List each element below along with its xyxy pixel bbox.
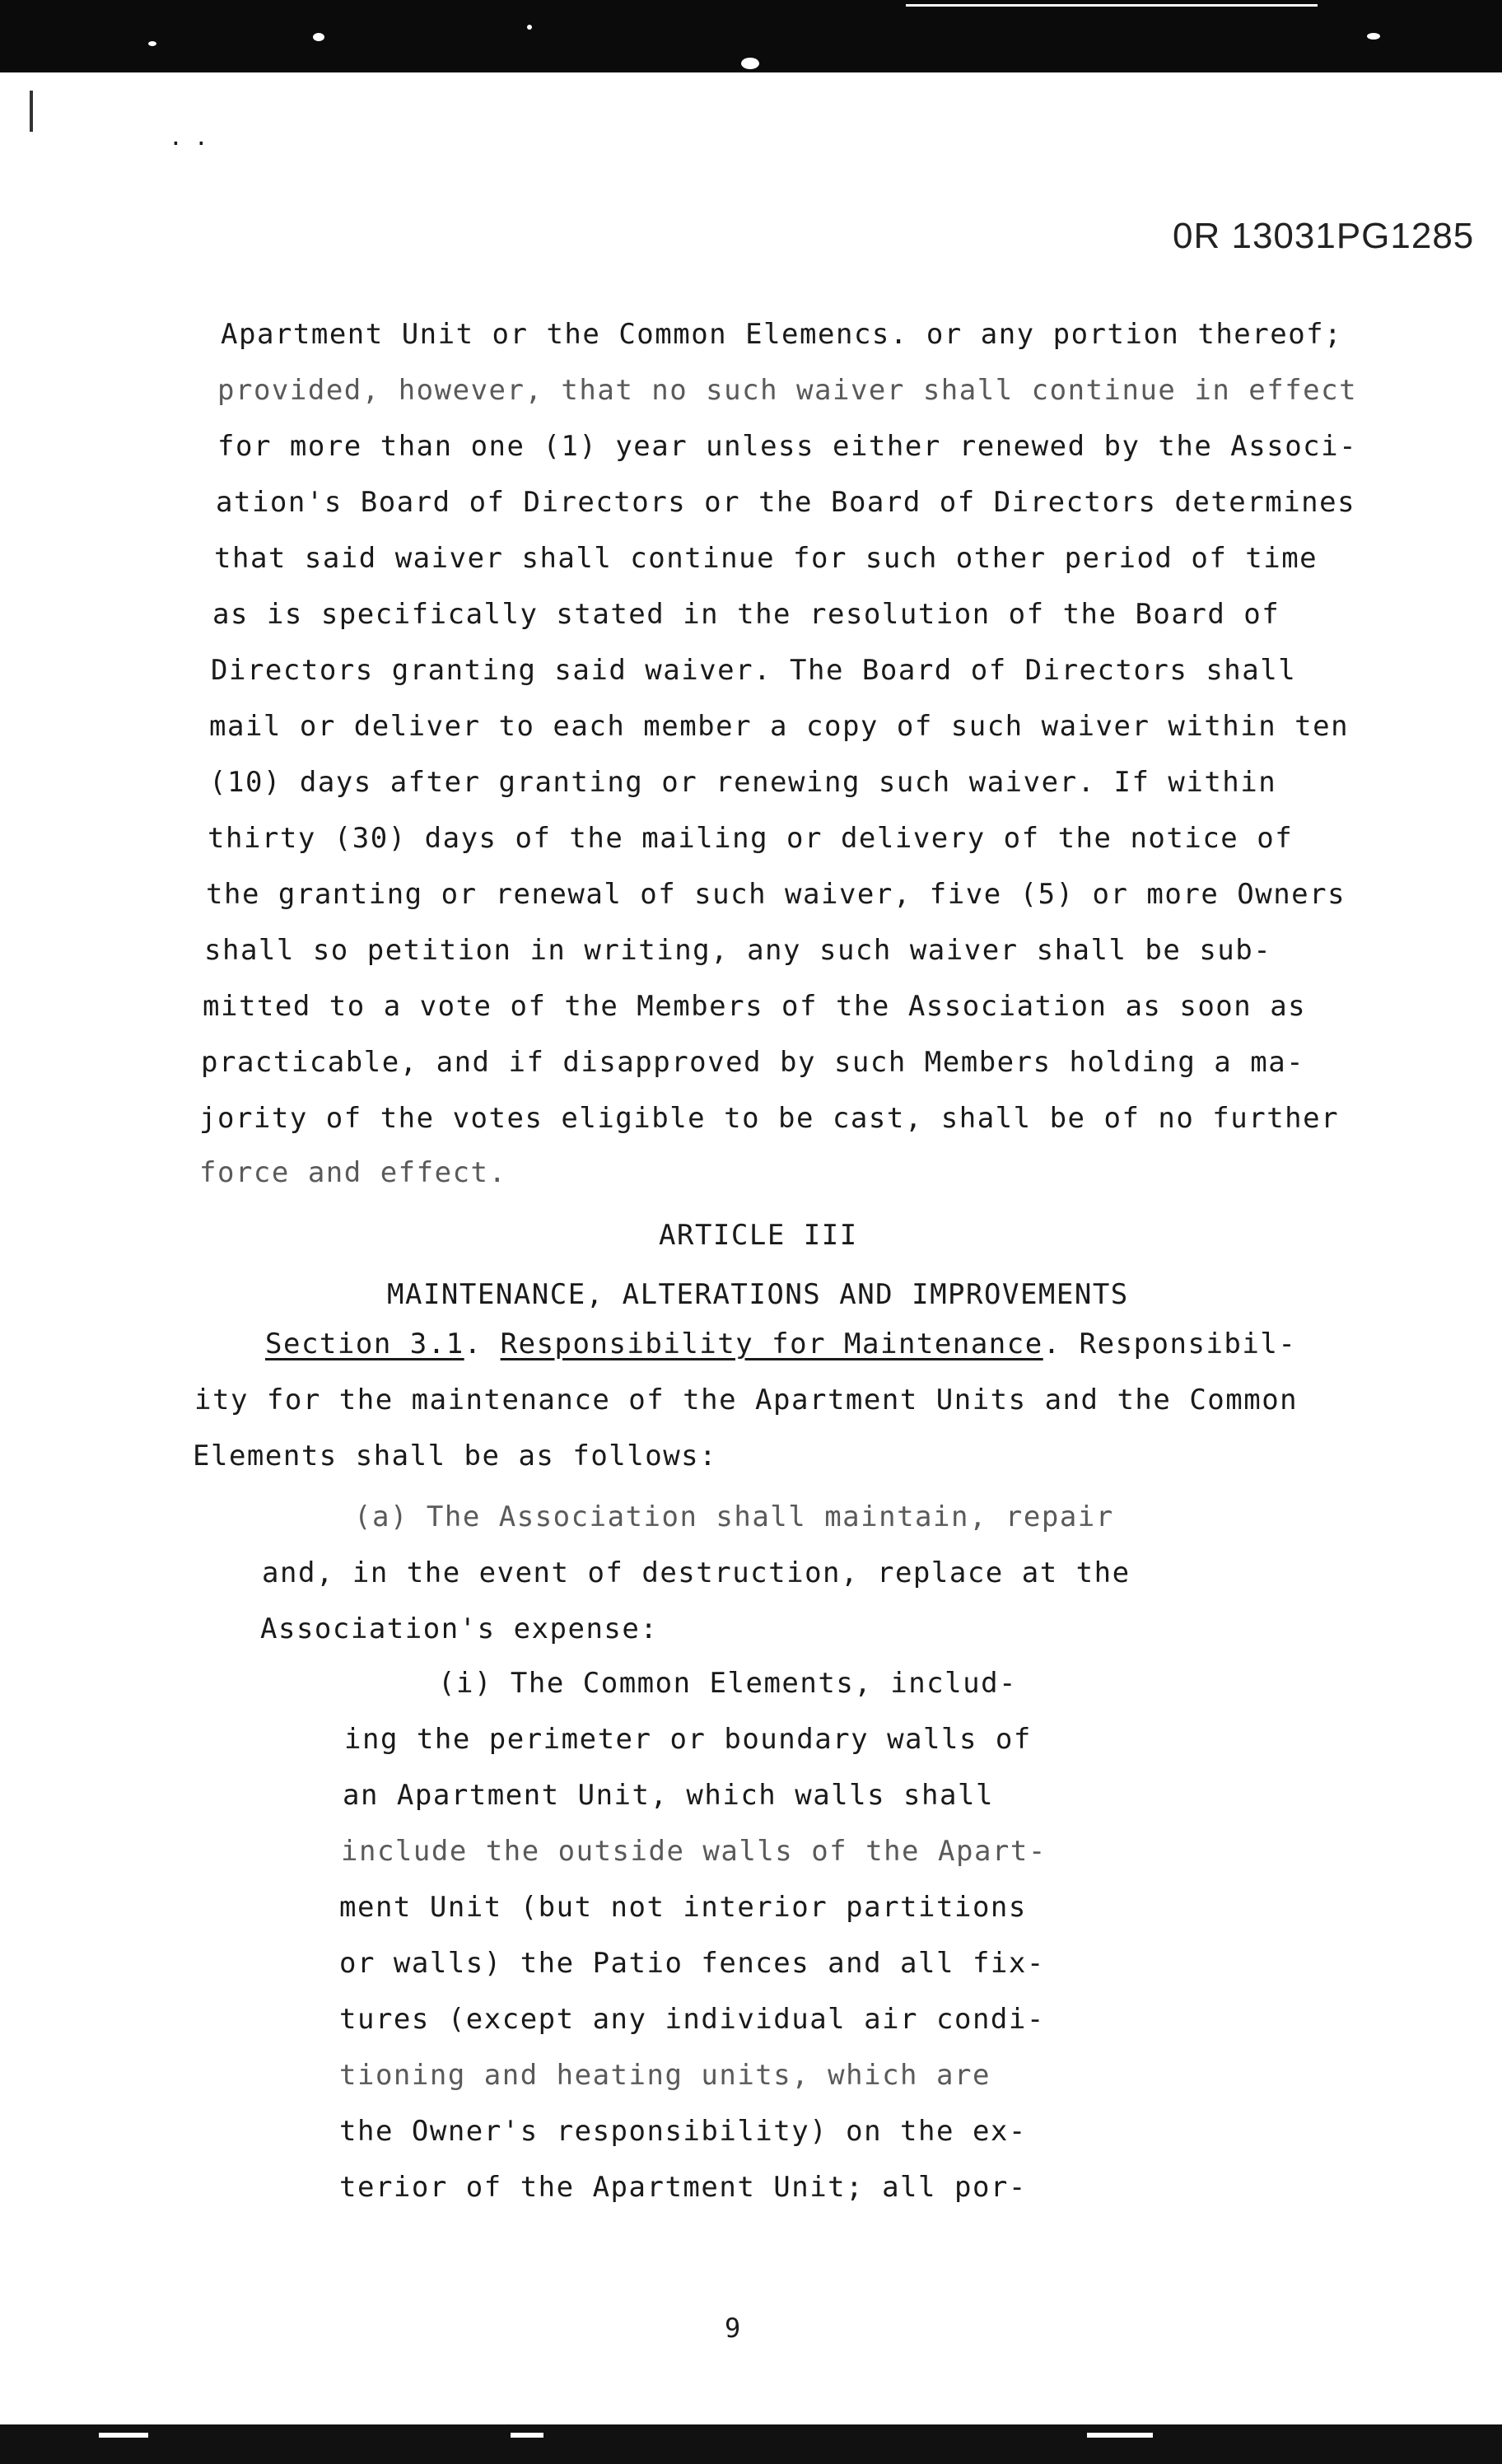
text-line: as is specifically stated in the resolution of the Board of xyxy=(212,598,1280,631)
section-heading-line: Section 3.1. Responsibility for Maintenance. Responsibil- xyxy=(265,1328,1297,1360)
scan-bottom-border xyxy=(0,2424,1502,2464)
section-heading: Responsibility for Maintenance xyxy=(500,1328,1043,1360)
section-label: Section 3.1 xyxy=(265,1328,464,1360)
text-line: the granting or renewal of such waiver, five (5) or more Owners xyxy=(206,878,1346,911)
scan-top-border xyxy=(0,0,1502,72)
text-line: provided, however, that no such waiver shall continue in effect xyxy=(217,374,1358,407)
subsection-i-line: ing the perimeter or boundary walls of xyxy=(344,1723,1032,1756)
subsection-a-line: Association's expense: xyxy=(260,1612,659,1645)
text-line: ity for the maintenance of the Apartment Units and the Common xyxy=(194,1384,1299,1416)
text-line: mail or deliver to each member a copy of such waiver within ten xyxy=(209,710,1350,743)
subsection-i-line: (i) The Common Elements, includ- xyxy=(438,1667,1018,1700)
text-line: force and effect. xyxy=(199,1156,507,1189)
subsection-i-line: an Apartment Unit, which walls shall xyxy=(343,1779,994,1812)
margin-mark xyxy=(30,91,33,132)
margin-dots: .. xyxy=(169,124,220,151)
text-line: Elements shall be as follows: xyxy=(193,1440,718,1472)
text-line: that said waiver shall continue for such other period of time xyxy=(214,542,1318,575)
subsection-a-line: and, in the event of destruction, replace at the xyxy=(262,1556,1131,1589)
page-number: 9 xyxy=(725,2312,741,2344)
subsection-i-line: terior of the Apartment Unit; all por- xyxy=(339,2171,1027,2204)
text-line: practicable, and if disapproved by such Members holding a ma- xyxy=(201,1046,1305,1079)
text-line: Directors granting said waiver. The Board of Directors shall xyxy=(211,654,1297,687)
subsection-i-line: include the outside walls of the Apart- xyxy=(341,1835,1047,1868)
article-number: ARTICLE III xyxy=(659,1219,858,1252)
subsection-i-line: tures (except any individual air condi- xyxy=(339,2003,1045,2036)
text-line: mitted to a vote of the Members of the Association as soon as xyxy=(203,990,1307,1023)
text-line: (10) days after granting or renewing such waiver. If within xyxy=(209,766,1277,799)
subsection-i-line: the Owner's responsibility) on the ex- xyxy=(339,2115,1027,2148)
article-title: MAINTENANCE, ALTERATIONS AND IMPROVEMENTS xyxy=(387,1278,1129,1311)
text-line: thirty (30) days of the mailing or delivery of the notice of xyxy=(208,822,1294,855)
text-line: shall so petition in writing, any such waiver shall be sub- xyxy=(204,934,1272,967)
subsection-a-line: (a) The Association shall maintain, repair xyxy=(354,1500,1114,1533)
subsection-i-line: or walls) the Patio fences and all fix- xyxy=(339,1947,1045,1980)
text-line: jority of the votes eligible to be cast, shall be of no further xyxy=(199,1102,1340,1135)
text-line: Apartment Unit or the Common Elemencs. or any portion thereof; xyxy=(221,318,1343,351)
subsection-i-line: ment Unit (but not interior partitions xyxy=(339,1891,1027,1924)
book-page-stamp: 0R 13031PG1285 xyxy=(1173,216,1475,256)
text-line: ation's Board of Directors or the Board of Directors determines xyxy=(216,486,1356,519)
text-line: for more than one (1) year unless either renewed by the Associ- xyxy=(217,430,1358,463)
subsection-i-line: tioning and heating units, which are xyxy=(339,2059,991,2092)
section-first-line: Responsibil- xyxy=(1079,1328,1297,1360)
